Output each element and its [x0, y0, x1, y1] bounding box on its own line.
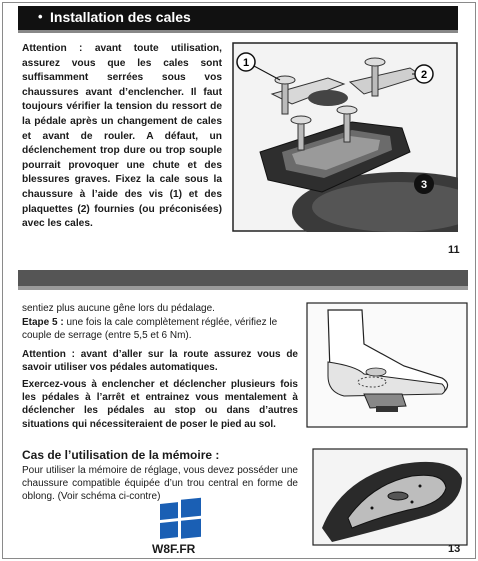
bullet-icon: • [38, 9, 43, 24]
watermark-text: W8F.FR [152, 542, 196, 556]
callout-1-label: 1 [242, 57, 250, 69]
page-divider-strip [18, 286, 468, 290]
continuation-line: sentiez plus aucune gêne lors du pédalage. [22, 303, 215, 314]
attention-paragraph: Attention : avant toute utilisation, assurez vous que les cales sont suffisamment serrées sous vos chaussures avant d’enclencher. Il faut toujours vérifier la tension du ressort de la pédale après un changement de cales et avant de rouler. A défaut, un déclenchement trop dure ou trop souple pourrait provoquer une chute et des blessures graves. Fixez la cale sous la chaussure à l’aide des vis (1) et des plaquettes (2) fournies (ou préconisées) avec les cales. [22, 43, 222, 230]
page-number-bottom: 13 [448, 543, 461, 555]
exercise-paragraph: Exercez-vous à enclencher et déclencher plusieurs fois les pédales à l’arrêt et entrainez vous mentalement à déclencher les pédales au stop ou dans d’autres situations qui nécessiteraient de poser le pied au sol. [22, 379, 298, 430]
shoe-sole-figure [312, 448, 468, 546]
etape-5-text: une fois la cale complètement réglée, vérifiez le couple de serrage (entre 5,5 et 6 Nm). [22, 317, 278, 342]
attention-road-paragraph: Attention : avant d’aller sur la route assurez vous de savoir utiliser vos pédales automatiques. [22, 349, 298, 374]
cleat-assembly-figure [232, 42, 458, 232]
foot-pedal-figure [306, 302, 468, 428]
etape-5-label: Etape 5 : [22, 317, 64, 328]
callout-2-label: 2 [420, 69, 428, 81]
callout-3-label: 3 [420, 179, 428, 191]
memory-paragraph: Pour utiliser la mémoire de réglage, vous devez posséder une chaussure compatible équipée d’un trou central en forme de oblong. (Voir schéma ci-contre) [22, 465, 298, 502]
page-number-top: 11 [448, 244, 460, 256]
etape-5-paragraph [22, 316, 298, 342]
section-header [18, 6, 458, 33]
page-divider [18, 270, 468, 286]
memory-heading: Cas de l’utilisation de la mémoire : [22, 448, 220, 462]
section-title: Installation des cales [50, 9, 191, 25]
